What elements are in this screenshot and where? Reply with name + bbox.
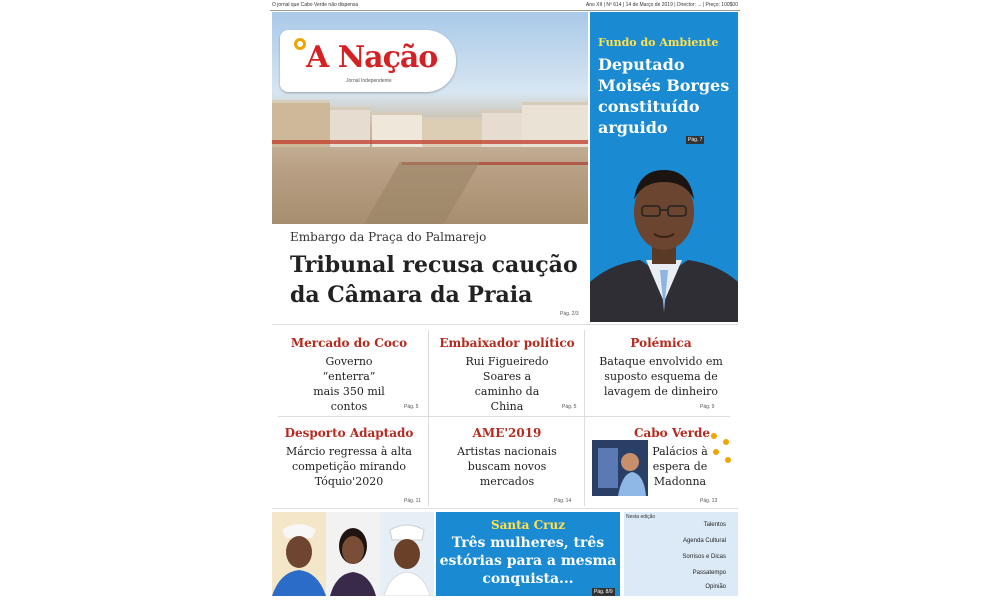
index-item[interactable]: Sorrisos e Dicas xyxy=(682,554,726,560)
story-page-ref: Pág. 13 xyxy=(700,498,718,504)
logo-title: A Nação xyxy=(306,40,438,75)
story-kicker: Polémica xyxy=(630,336,692,350)
index-item[interactable]: Opinião xyxy=(705,584,726,590)
side-page-ref: Pág. 7 xyxy=(688,137,703,143)
index-item[interactable]: Passatempo xyxy=(692,570,726,576)
santa-kicker: Santa Cruz xyxy=(490,518,566,532)
story-polemica[interactable] xyxy=(586,336,736,399)
story-text: Governo “enterra” mais 350 mil contos xyxy=(313,355,385,413)
story-text: Palácios à espera de Madonna xyxy=(652,445,708,488)
portrait-photo xyxy=(590,152,738,322)
story-kicker: Desporto Adaptado xyxy=(284,426,414,440)
story-page-ref: Pág. 11 xyxy=(404,498,421,504)
grid-divider xyxy=(272,324,738,325)
lead-photo xyxy=(272,12,588,224)
grid-divider xyxy=(278,416,730,417)
lead-headline: Tribunal recusa caução da Câmara da Praia xyxy=(290,252,578,308)
edition-index xyxy=(624,512,738,596)
masthead-tagline: O jornal que Cabo Verde não dispensa xyxy=(272,2,359,8)
newspaper-front-page xyxy=(270,0,740,600)
grid-divider xyxy=(584,330,585,506)
story-kicker: Embaixador político xyxy=(439,336,575,350)
story-page-ref: Pág. 5 xyxy=(562,404,577,410)
side-headline: Deputado Moisés Borges constituído arguido xyxy=(598,55,730,137)
lead-kicker: Embargo da Praça do Palmarejo xyxy=(290,230,487,244)
story-text: Márcio regressa à alta competição mirando Tóquio'2020 xyxy=(286,445,412,488)
story-text: Artistas nacionais buscam novos mercados xyxy=(457,445,557,488)
story-text: Bataque envolvido em suposto esquema de lavagem de dinheiro xyxy=(599,355,723,398)
story-page-ref: Pág. 14 xyxy=(554,498,572,504)
newspaper-logo xyxy=(280,30,456,92)
index-item[interactable]: Agenda Cultural xyxy=(682,538,726,544)
masthead-strip xyxy=(270,2,740,10)
story-cabo-verde[interactable] xyxy=(622,426,722,489)
side-kicker: Fundo do Ambiente xyxy=(598,36,719,49)
grid-divider xyxy=(428,330,429,506)
sun-icon xyxy=(294,38,306,50)
bottom-portraits xyxy=(272,512,434,596)
story-desporto[interactable] xyxy=(274,426,424,489)
santa-headline: Três mulheres, três estórias para a mesma conquista... xyxy=(439,535,617,587)
top-divider xyxy=(270,10,740,11)
lead-page-ref: Pág. 2/3 xyxy=(560,311,579,317)
story-text: Rui Figueiredo Soares a caminho da China xyxy=(465,355,549,413)
story-kicker: AME'2019 xyxy=(472,426,542,440)
story-kicker: Mercado do Coco xyxy=(290,336,408,350)
photo-road xyxy=(364,162,480,224)
side-story-box xyxy=(590,12,738,322)
grid-divider xyxy=(272,508,738,509)
santa-cruz-story[interactable] xyxy=(436,512,620,596)
logo-subtitle: Jornal Independente xyxy=(346,78,392,84)
story-ame2019[interactable] xyxy=(432,426,582,489)
story-page-ref: Pág. 9 xyxy=(700,404,715,410)
santa-page-ref: Pág. 8/9 xyxy=(594,589,613,595)
masthead-issue-info: Ano XII | Nº 614 | 14 de Março de 2019 | Director: ... | Preço: 100$00 xyxy=(585,2,738,8)
three-women-photo xyxy=(272,512,434,596)
story-page-ref: Pág. 5 xyxy=(404,404,419,410)
index-item[interactable]: Talentos xyxy=(703,522,726,528)
photo-fence xyxy=(272,140,588,144)
index-header: Nesta edição xyxy=(626,514,656,520)
story-kicker: Cabo Verde xyxy=(633,426,711,440)
